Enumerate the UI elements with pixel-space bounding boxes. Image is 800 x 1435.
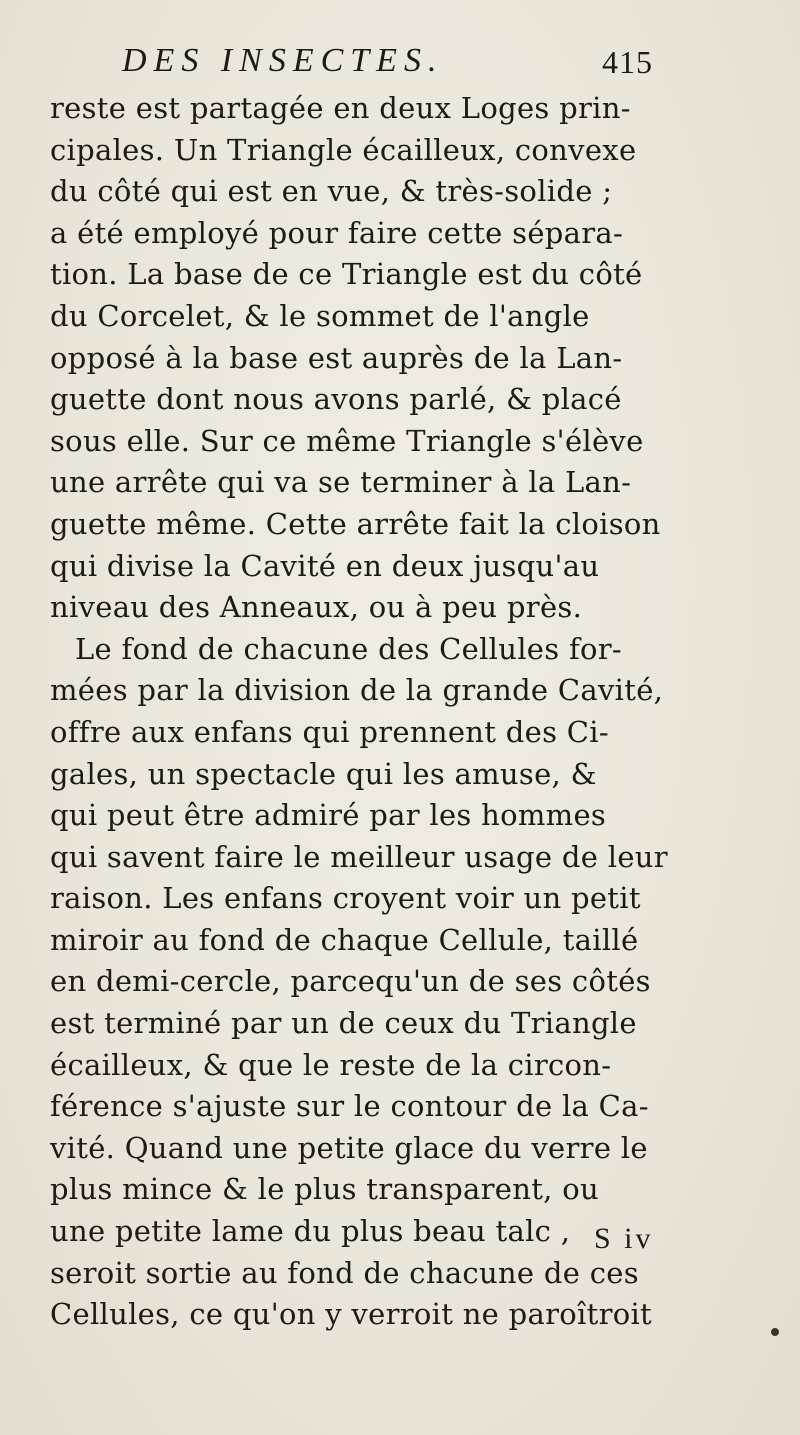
text-line: seroit sortie au fond de chacune de ces xyxy=(50,1255,639,1290)
text-line: du Corcelet, & le sommet de l'angle xyxy=(50,298,590,333)
text-line: qui divise la Cavité en deux jusqu'au xyxy=(50,548,600,583)
text-line: une petite lame du plus beau talc , xyxy=(50,1214,571,1249)
text-line: en demi-cercle, parcequ'un de ses côtés xyxy=(50,964,651,999)
running-head xyxy=(122,42,682,92)
text-line: tion. La base de ce Triangle est du côté xyxy=(50,257,643,292)
text-line: guette dont nous avons parlé, & placé xyxy=(50,382,622,417)
text-line: cipales. Un Triangle écailleux, convexe xyxy=(50,132,637,167)
text-line: écailleux, & que le reste de la circon- xyxy=(50,1047,612,1082)
text-line: vité. Quand une petite glace du verre le xyxy=(50,1130,648,1165)
text-line: reste est partagée en deux Loges prin- xyxy=(50,91,631,125)
text-line: gales, un spectacle qui les amuse, & xyxy=(50,756,597,791)
text-line: raison. Les enfans croyent voir un petit xyxy=(50,881,641,916)
text-line: opposé à la base est auprès de la Lan- xyxy=(50,340,623,375)
signature-mark: S iv xyxy=(594,1222,654,1255)
running-title: DES INSECTES. xyxy=(122,42,444,79)
text-line: mées par la division de la grande Cavité, xyxy=(50,673,664,708)
text-line: sous elle. Sur ce même Triangle s'élève xyxy=(50,423,644,458)
paragraph-start-line: Le fond de chacune des Cellules for- xyxy=(75,631,623,666)
text-line: férence s'ajuste sur le contour de la Ca- xyxy=(50,1089,649,1124)
text-line: Cellules, ce qu'on y verroit ne paroîtroit xyxy=(50,1297,653,1332)
text-line: qui peut être admiré par les hommes xyxy=(50,798,607,833)
text-line: du côté qui est en vue, & très-solide ; xyxy=(50,174,613,209)
text-line: a été employé pour faire cette sépara- xyxy=(50,215,624,250)
text-line: miroir au fond de chaque Cellule, taillé xyxy=(50,922,639,957)
page-number: 415 xyxy=(602,44,653,80)
text-line: guette même. Cette arrête fait la cloison xyxy=(50,506,661,541)
body-text xyxy=(50,88,780,1336)
ink-speck xyxy=(771,1328,779,1336)
text-line: offre aux enfans qui prennent des Ci- xyxy=(50,714,609,749)
text-line: niveau des Anneaux, ou à peu près. xyxy=(50,590,583,625)
text-line: est terminé par un de ceux du Triangle xyxy=(50,1006,637,1041)
text-line: plus mince & le plus transparent, ou xyxy=(50,1172,599,1207)
text-line: qui savent faire le meilleur usage de leur xyxy=(50,839,668,874)
text-line: une arrête qui va se terminer à la Lan- xyxy=(50,465,632,500)
